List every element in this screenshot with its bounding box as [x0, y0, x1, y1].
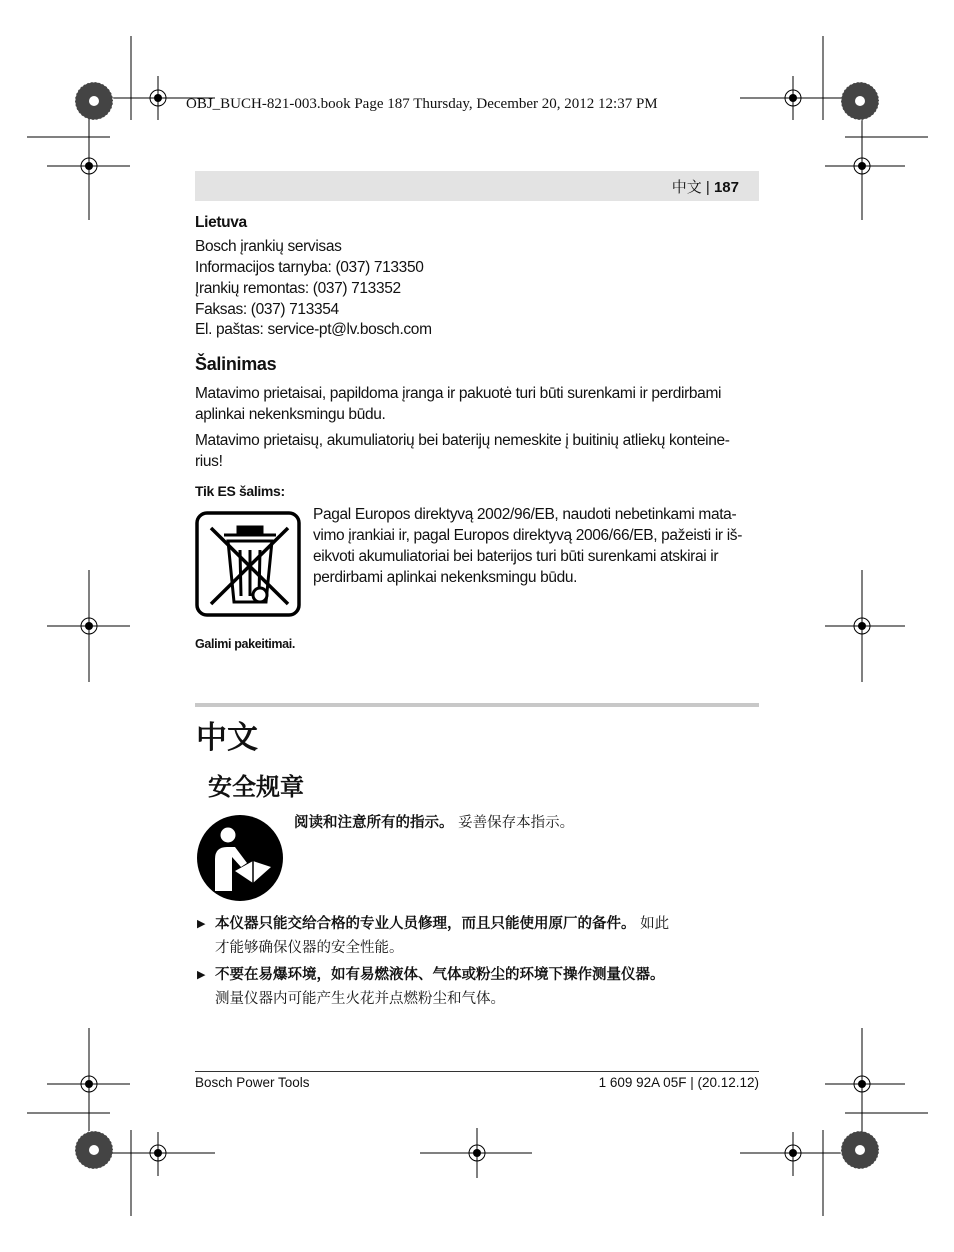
page-header [195, 171, 759, 201]
weee-crossed-bin-icon [195, 511, 301, 617]
contact-line: Faksas: (037) 713354 [195, 301, 339, 318]
disposal-para-2: rius! [195, 453, 223, 470]
bullet-item-2-cont: 测量仪器内可能产生火花并点燃粉尘和气体。 [215, 991, 505, 1007]
eu-text: vimo įrankiai ir, pagal Europos direktyvą 2006/66/EB, pažeisti ir iš- [313, 527, 743, 544]
safety-heading: 安全规章 [208, 773, 304, 801]
bullet-item-2-bold: 不要在易爆环境，如有易燃液体、气体或粉尘的环境下操作测量仪器。 [215, 967, 665, 983]
read-instructions-normal: 妥善保存本指示。 [453, 815, 575, 831]
disposal-para-2: Matavimo prietaisų, akumuliatorių bei baterijų nemeskite į buitinių atliekų konteine- [195, 432, 730, 449]
eu-text: eikvoti akumuliatoriai bei baterijos turi būti surenkami atskirai ir [313, 548, 719, 565]
bullet-item-1 [215, 912, 669, 936]
footer-brand: Bosch Power Tools [195, 1075, 310, 1090]
disposal-para-1: Matavimo prietaisai, papildoma įranga ir pakuotė turi būti surenkami ir perdirbami [195, 385, 722, 402]
header-separator: | [705, 179, 710, 196]
bullet-icon: ▶ [197, 968, 206, 981]
eu-text: perdirbami aplinkai nekenksmingu būdu. [313, 569, 578, 586]
footer-doc-number: 1 609 92A 05F | (20.12.12) [598, 1075, 759, 1090]
disposal-heading: Šalinimas [195, 354, 277, 374]
contact-line: Bosch įrankių servisas [195, 238, 342, 255]
page-number [672, 176, 739, 197]
header-lang: 中文 [671, 179, 702, 196]
contact-country: Lietuva [195, 214, 247, 231]
eu-text: Pagal Europos direktyvą 2002/96/EB, naudoti nebetinkami mata- [313, 506, 737, 523]
disposal-para-1: aplinkai nekenksmingu būdu. [195, 406, 386, 423]
eu-label: Tik ES šalims: [195, 483, 285, 499]
read-instructions [294, 811, 574, 835]
changes-note: Galimi pakeitimai. [195, 637, 295, 651]
chinese-title: 中文 [196, 720, 258, 756]
read-manual-icon [195, 813, 285, 903]
bullet-icon: ▶ [197, 917, 206, 930]
section-divider [195, 703, 759, 707]
read-instructions-bold: 阅读和注意所有的指示。 [294, 815, 454, 831]
contact-line: Informacijos tarnyba: (037) 713350 [195, 259, 424, 276]
bullet-item-1-bold: 本仪器只能交给合格的专业人员修理，而且只能使用原厂的备件。 [215, 916, 636, 932]
print-slug: OBJ_BUCH-821-003.book Page 187 Thursday, December 20, 2012 12:37 PM [186, 96, 658, 112]
bullet-item-1-normal: 如此 [635, 916, 670, 932]
contact-line: Įrankių remontas: (037) 713352 [195, 280, 401, 297]
footer-divider [195, 1071, 759, 1072]
bullet-item-2 [215, 963, 665, 987]
header-page: 187 [713, 179, 739, 196]
contact-line: El. paštas: service-pt@lv.bosch.com [195, 321, 432, 338]
bullet-item-1-cont: 才能够确保仪器的安全性能。 [215, 940, 404, 956]
